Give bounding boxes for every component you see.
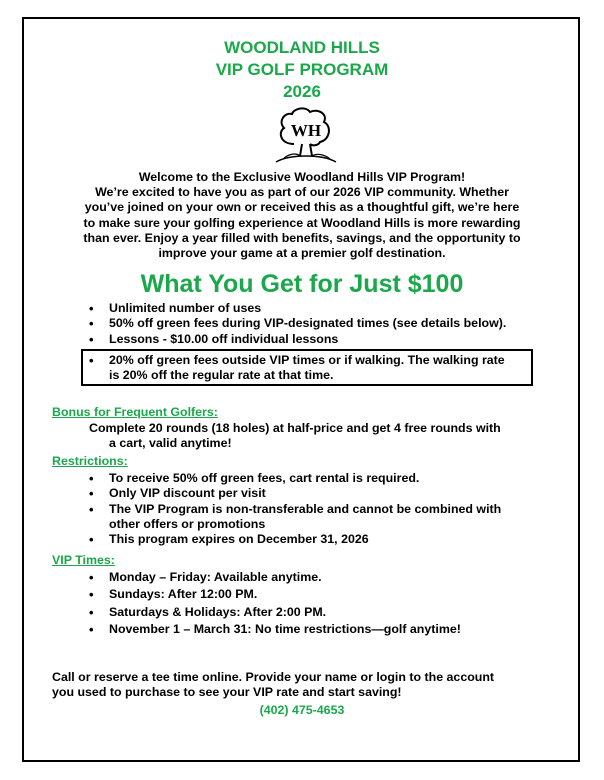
intro-text bbox=[52, 170, 552, 261]
tree-logo-icon bbox=[272, 106, 340, 168]
intro-line: than ever. Enjoy a year filled with benefits, savings, and the opportunity to bbox=[83, 230, 521, 245]
boxed-benefit-list bbox=[89, 353, 505, 384]
bonus-line-1: Complete 20 rounds (18 holes) at half-price and get 4 free rounds with bbox=[89, 421, 501, 435]
list-item: • To receive 50% off green fees, cart rental is required. bbox=[89, 471, 501, 486]
list-item: • Only VIP discount per visit bbox=[89, 486, 501, 501]
intro-line: We’re excited to have you as part of our 2026 VIP community. Whether bbox=[95, 185, 509, 200]
list-item: • 50% off green fees during VIP-designated times (see details below). bbox=[89, 316, 506, 331]
list-item: • Monday – Friday: Available anytime. bbox=[89, 570, 461, 585]
list-item bbox=[89, 502, 501, 533]
intro-line: to make sure your golfing experience at Woodland Hills is more rewarding bbox=[83, 215, 521, 230]
boxed-line-2: is 20% off the regular rate at that time. bbox=[109, 368, 334, 383]
title-line-3: 2026 bbox=[283, 82, 321, 101]
list-item: • Sundays: After 12:00 PM. bbox=[89, 587, 461, 602]
logo-text: WH bbox=[290, 121, 322, 140]
vip-times-heading: VIP Times: bbox=[52, 553, 115, 567]
bonus-text bbox=[89, 421, 569, 452]
restrictions-heading: Restrictions: bbox=[52, 454, 128, 468]
benefits-list bbox=[89, 301, 506, 347]
closing-line-1: Call or reserve a tee time online. Provide your name or login to the account bbox=[52, 670, 495, 684]
boxed-line-1: 20% off green fees outside VIP times or if walking. The walking rate bbox=[109, 353, 505, 367]
restriction-line-b: other offers or promotions bbox=[109, 516, 266, 531]
intro-welcome: Welcome to the Exclusive Woodland Hills VIP Program! bbox=[138, 170, 466, 184]
title-line-2: VIP GOLF PROGRAM bbox=[215, 60, 389, 79]
restrictions-list bbox=[89, 471, 501, 547]
bonus-heading: Bonus for Frequent Golfers: bbox=[52, 405, 218, 419]
intro-line: improve your game at a premier golf destination. bbox=[158, 246, 446, 261]
intro-line: you’ve joined on your own or received this as a thoughtful gift, we’re here bbox=[84, 200, 520, 215]
list-item: • Saturdays & Holidays: After 2:00 PM. bbox=[89, 605, 461, 620]
list-item: • November 1 – March 31: No time restrictions—golf anytime! bbox=[89, 622, 461, 637]
phone-number: (402) 475-4653 bbox=[259, 703, 345, 717]
list-item bbox=[89, 353, 505, 384]
headline: What You Get for Just $100 bbox=[140, 270, 464, 298]
vip-times-list bbox=[89, 570, 461, 637]
list-item: • This program expires on December 31, 2026 bbox=[89, 532, 501, 547]
closing-text bbox=[52, 670, 572, 701]
closing-line-2: you used to purchase to see your VIP rate and start saving! bbox=[52, 685, 402, 700]
bonus-line-2: a cart, valid anytime! bbox=[109, 436, 232, 451]
title-line-1: WOODLAND HILLS bbox=[224, 38, 380, 57]
list-item: • Unlimited number of uses bbox=[89, 301, 506, 316]
restriction-line-a: The VIP Program is non-transferable and cannot be combined with bbox=[109, 501, 502, 516]
list-item: • Lessons - $10.00 off individual lessons bbox=[89, 332, 506, 347]
